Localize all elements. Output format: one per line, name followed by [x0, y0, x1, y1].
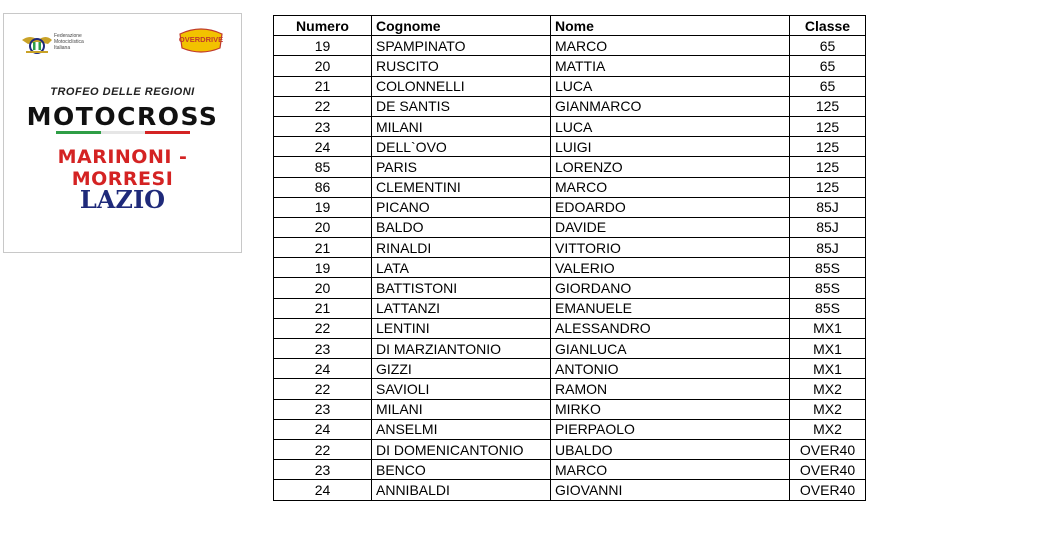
cell-numero: 24: [274, 419, 372, 439]
cell-nome: MATTIA: [551, 56, 790, 76]
cell-cognome: COLONNELLI: [372, 76, 551, 96]
region-title: LAZIO: [79, 185, 166, 214]
cell-numero: 19: [274, 36, 372, 56]
cell-cognome: MILANI: [372, 116, 551, 136]
table-row: [274, 379, 866, 399]
cell-cognome: SAVIOLI: [372, 379, 551, 399]
cell-nome: MARCO: [551, 460, 790, 480]
cell-cognome: MILANI: [372, 399, 551, 419]
cell-nome: GIANLUCA: [551, 339, 790, 359]
cell-classe: 85J: [790, 238, 866, 258]
table-row: [274, 96, 866, 116]
cell-cognome: DI MARZIANTONIO: [372, 339, 551, 359]
cell-cognome: PICANO: [372, 197, 551, 217]
cell-numero: 23: [274, 339, 372, 359]
cell-nome: VITTORIO: [551, 238, 790, 258]
cell-classe: 125: [790, 116, 866, 136]
table-row: [274, 318, 866, 338]
cell-numero: 86: [274, 177, 372, 197]
cell-nome: MIRKO: [551, 399, 790, 419]
cell-nome: MARCO: [551, 177, 790, 197]
cell-cognome: RINALDI: [372, 238, 551, 258]
motocross-title: MOTOCROSS: [26, 102, 219, 131]
fmi-caption: Federazione Motociclistica Italiana: [54, 33, 84, 51]
cell-cognome: ANSELMI: [372, 419, 551, 439]
header-numero: Numero: [274, 16, 372, 36]
cell-cognome: LENTINI: [372, 318, 551, 338]
table-row: [274, 197, 866, 217]
cell-nome: LUIGI: [551, 137, 790, 157]
header-classe: Classe: [790, 16, 866, 36]
cell-cognome: RUSCITO: [372, 56, 551, 76]
cell-nome: PIERPAOLO: [551, 419, 790, 439]
table-row: [274, 36, 866, 56]
header-nome: Nome: [551, 16, 790, 36]
table-row: [274, 460, 866, 480]
table-row: [274, 258, 866, 278]
cell-classe: 85S: [790, 278, 866, 298]
cell-nome: ANTONIO: [551, 359, 790, 379]
table-row: [274, 399, 866, 419]
cell-numero: 22: [274, 96, 372, 116]
header-cognome: Cognome: [372, 16, 551, 36]
cell-cognome: LATA: [372, 258, 551, 278]
cell-nome: GIANMARCO: [551, 96, 790, 116]
cell-cognome: GIZZI: [372, 359, 551, 379]
cell-numero: 24: [274, 480, 372, 500]
cell-nome: LUCA: [551, 76, 790, 96]
cell-classe: MX1: [790, 339, 866, 359]
table-row: [274, 359, 866, 379]
cell-classe: 125: [790, 137, 866, 157]
cell-nome: ALESSANDRO: [551, 318, 790, 338]
cell-classe: 85J: [790, 217, 866, 237]
cell-classe: 85J: [790, 197, 866, 217]
table-row: [274, 480, 866, 500]
cell-classe: MX2: [790, 419, 866, 439]
cell-numero: 22: [274, 439, 372, 459]
table-row: [274, 298, 866, 318]
table-row: [274, 157, 866, 177]
table-row: [274, 56, 866, 76]
cell-nome: DAVIDE: [551, 217, 790, 237]
cell-classe: 85S: [790, 258, 866, 278]
cell-nome: GIOVANNI: [551, 480, 790, 500]
table-row: [274, 177, 866, 197]
trofeo-heading: TROFEO DELLE REGIONI: [50, 86, 195, 98]
table-row: [274, 238, 866, 258]
cell-classe: 125: [790, 96, 866, 116]
cell-cognome: ANNIBALDI: [372, 480, 551, 500]
cell-numero: 20: [274, 278, 372, 298]
cell-nome: GIORDANO: [551, 278, 790, 298]
cell-classe: 65: [790, 56, 866, 76]
cell-classe: 125: [790, 157, 866, 177]
cell-numero: 21: [274, 298, 372, 318]
cell-cognome: DI DOMENICANTONIO: [372, 439, 551, 459]
cell-cognome: LATTANZI: [372, 298, 551, 318]
sponsor-name: OVERDRIVE: [178, 35, 224, 44]
trophy-subtitle: MARINONI - MORRESI: [57, 146, 188, 190]
cell-numero: 22: [274, 318, 372, 338]
cell-classe: MX2: [790, 379, 866, 399]
cell-numero: 24: [274, 359, 372, 379]
entry-list-table: [273, 15, 866, 501]
cell-classe: MX2: [790, 399, 866, 419]
cell-numero: 85: [274, 157, 372, 177]
cell-cognome: CLEMENTINI: [372, 177, 551, 197]
cell-numero: 20: [274, 56, 372, 76]
cell-classe: 85S: [790, 298, 866, 318]
cell-numero: 20: [274, 217, 372, 237]
cell-nome: VALERIO: [551, 258, 790, 278]
cell-cognome: BALDO: [372, 217, 551, 237]
cell-numero: 24: [274, 137, 372, 157]
cell-numero: 23: [274, 460, 372, 480]
table-row: [274, 278, 866, 298]
cell-numero: 19: [274, 258, 372, 278]
cell-numero: 21: [274, 76, 372, 96]
cell-numero: 19: [274, 197, 372, 217]
italian-flag-stripe: [56, 131, 190, 134]
cell-nome: MARCO: [551, 36, 790, 56]
event-poster: [3, 13, 242, 253]
cell-nome: UBALDO: [551, 439, 790, 459]
table-row: [274, 137, 866, 157]
sponsor-logo: [176, 26, 226, 54]
cell-classe: OVER40: [790, 439, 866, 459]
cell-classe: 65: [790, 36, 866, 56]
cell-numero: 22: [274, 379, 372, 399]
cell-cognome: DELL`OVO: [372, 137, 551, 157]
cell-cognome: BATTISTONI: [372, 278, 551, 298]
table-row: [274, 217, 866, 237]
cell-classe: MX1: [790, 359, 866, 379]
cell-numero: 23: [274, 399, 372, 419]
table-row: [274, 439, 866, 459]
table-row: [274, 419, 866, 439]
cell-classe: OVER40: [790, 460, 866, 480]
cell-nome: LORENZO: [551, 157, 790, 177]
cell-nome: EMANUELE: [551, 298, 790, 318]
cell-classe: OVER40: [790, 480, 866, 500]
cell-classe: MX1: [790, 318, 866, 338]
table-header-row: [274, 16, 866, 36]
cell-nome: EDOARDO: [551, 197, 790, 217]
cell-cognome: PARIS: [372, 157, 551, 177]
table-row: [274, 76, 866, 96]
table-row: [274, 339, 866, 359]
cell-nome: RAMON: [551, 379, 790, 399]
cell-cognome: DE SANTIS: [372, 96, 551, 116]
table-row: [274, 116, 866, 136]
cell-cognome: SPAMPINATO: [372, 36, 551, 56]
cell-cognome: BENCO: [372, 460, 551, 480]
cell-numero: 23: [274, 116, 372, 136]
cell-classe: 65: [790, 76, 866, 96]
cell-nome: LUCA: [551, 116, 790, 136]
cell-numero: 21: [274, 238, 372, 258]
cell-classe: 125: [790, 177, 866, 197]
